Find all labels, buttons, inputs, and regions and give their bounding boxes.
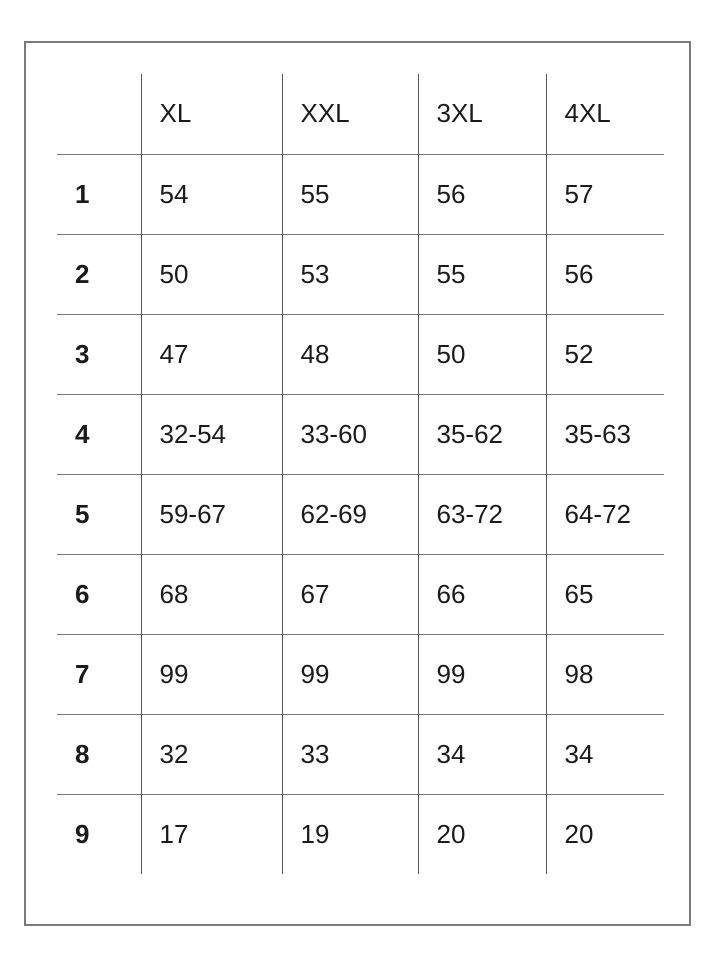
table-cell: 32-54	[141, 394, 282, 474]
table-cell: 99	[418, 634, 546, 714]
table-cell: 17	[141, 794, 282, 874]
size-chart-table	[57, 74, 664, 874]
table-cell: 55	[418, 234, 546, 314]
row-label: 6	[57, 554, 141, 634]
table-row	[57, 634, 664, 714]
table-cell: 62-69	[282, 474, 418, 554]
table-cell: 99	[141, 634, 282, 714]
table-row	[57, 794, 664, 874]
table-cell: 19	[282, 794, 418, 874]
table-cell: 50	[418, 314, 546, 394]
table-cell: 47	[141, 314, 282, 394]
table-cell: 55	[282, 154, 418, 234]
table-cell: 20	[546, 794, 664, 874]
row-label: 4	[57, 394, 141, 474]
table-cell: 99	[282, 634, 418, 714]
table-cell: 35-62	[418, 394, 546, 474]
header-corner-cell	[57, 74, 141, 154]
table-cell: 53	[282, 234, 418, 314]
row-label: 7	[57, 634, 141, 714]
table-cell: 64-72	[546, 474, 664, 554]
row-label: 1	[57, 154, 141, 234]
header-3xl: 3XL	[418, 74, 546, 154]
table-cell: 34	[546, 714, 664, 794]
table-cell: 59-67	[141, 474, 282, 554]
table-cell: 20	[418, 794, 546, 874]
table-header-row	[57, 74, 664, 154]
table-cell: 34	[418, 714, 546, 794]
table-cell: 66	[418, 554, 546, 634]
table-cell: 98	[546, 634, 664, 714]
header-4xl: 4XL	[546, 74, 664, 154]
table-row	[57, 314, 664, 394]
table-cell: 54	[141, 154, 282, 234]
header-xl: XL	[141, 74, 282, 154]
table-cell: 52	[546, 314, 664, 394]
table-row	[57, 554, 664, 634]
table-cell: 56	[546, 234, 664, 314]
table-cell: 63-72	[418, 474, 546, 554]
row-label: 2	[57, 234, 141, 314]
row-label: 9	[57, 794, 141, 874]
table-row	[57, 474, 664, 554]
table-cell: 65	[546, 554, 664, 634]
row-label: 3	[57, 314, 141, 394]
table-cell: 67	[282, 554, 418, 634]
table-cell: 68	[141, 554, 282, 634]
table-row	[57, 714, 664, 794]
table-cell: 50	[141, 234, 282, 314]
table-row	[57, 154, 664, 234]
table-cell: 48	[282, 314, 418, 394]
table-cell: 33	[282, 714, 418, 794]
row-label: 5	[57, 474, 141, 554]
table-row	[57, 234, 664, 314]
header-xxl: XXL	[282, 74, 418, 154]
table-cell: 35-63	[546, 394, 664, 474]
table-cell: 56	[418, 154, 546, 234]
row-label: 8	[57, 714, 141, 794]
table-row	[57, 394, 664, 474]
table-cell: 33-60	[282, 394, 418, 474]
table-cell: 57	[546, 154, 664, 234]
table-cell: 32	[141, 714, 282, 794]
